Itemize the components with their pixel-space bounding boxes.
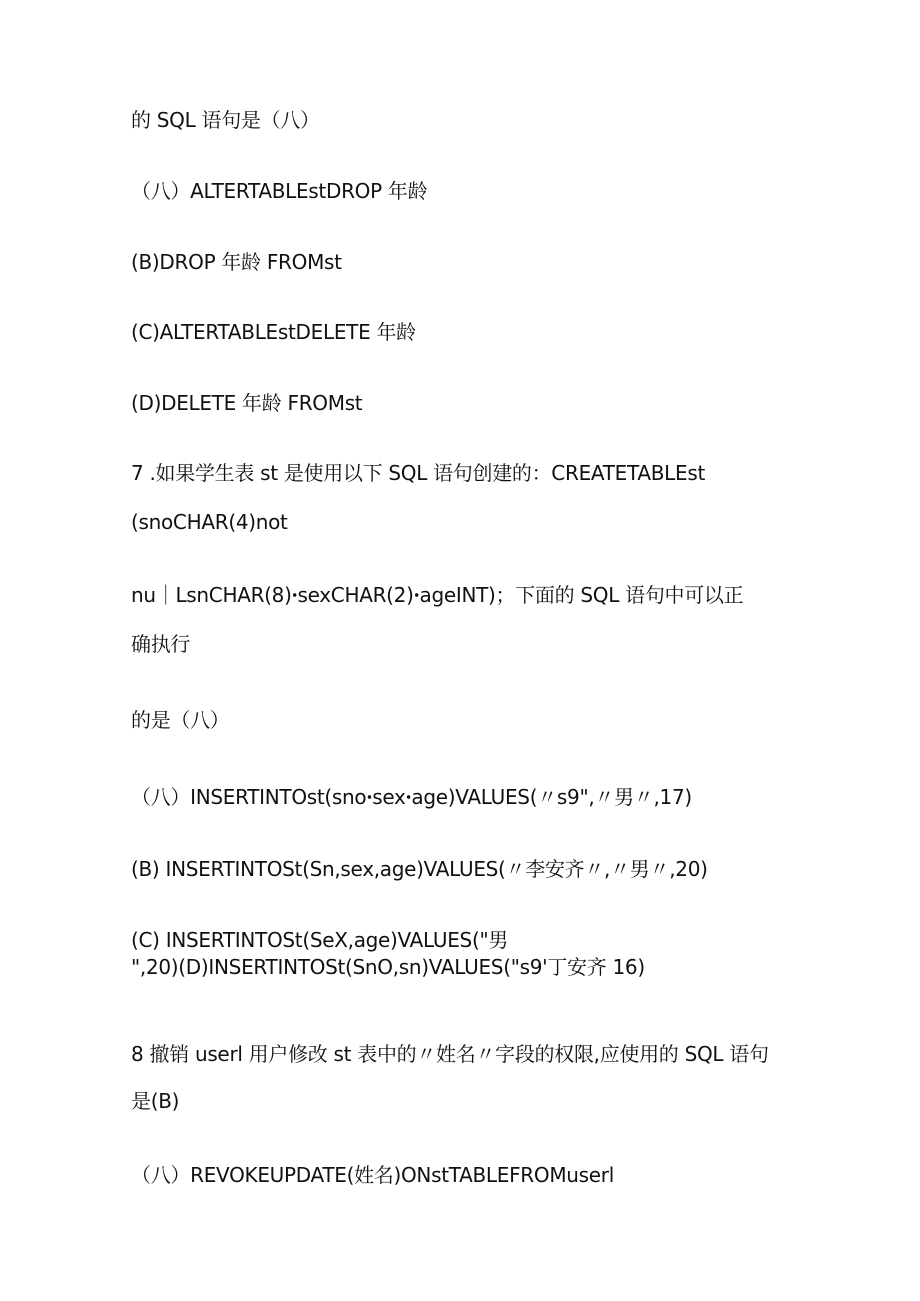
question-6-option-d: (D)DELETE 年龄 FROMst <box>131 391 363 415</box>
question-8-stem-line-2: 是(B) <box>131 1089 180 1113</box>
question-6-option-c: (C)ALTERTABLEstDELETE 年龄 <box>131 320 416 344</box>
question-7-option-a: （八）INSERTINTOst(snoꞏsexꞏage)VALUES(〃s9",〃男〃,17) <box>131 785 692 809</box>
question-8-option-a: （八）REVOKEUPDATE(姓名)ONstTABLEFROMuserl <box>131 1163 614 1187</box>
question-6-option-a: （八）ALTERTABLEstDROP 年龄 <box>131 179 428 203</box>
question-6-stem-tail: 的 SQL 语句是（八） <box>131 108 320 132</box>
question-6-option-b: (B)DROP 年龄 FROMst <box>131 250 342 274</box>
question-7-stem-line-5: 的是（八） <box>131 708 230 732</box>
question-7-stem: 7 .如果学生表 st 是使用以下 SQL 语句创建的：CREATETABLEst <box>131 461 705 485</box>
question-7-option-c-d: ",20)(D)INSERTINTOSt(SnO,sn)VALUES("s9'丁安齐 16) <box>131 955 645 979</box>
question-7-option-b: (B) INSERTINTOSt(Sn,sex,age)VALUES(〃李安齐〃,〃男〃,20) <box>131 857 708 881</box>
question-7-stem-line-3: nu｜LsnCHAR(8)ꞏsexCHAR(2)ꞏageINT)；下面的 SQL 语句中可以正 <box>131 583 744 607</box>
question-8-stem: 8 撤销 userl 用户修改 st 表中的〃姓名〃字段的权限,应使用的 SQL 语句 <box>131 1042 769 1066</box>
question-7-stem-line-4: 确执行 <box>131 632 191 656</box>
question-7-stem-line-2: (snoCHAR(4)not <box>131 510 288 534</box>
question-7-option-c: (C) INSERTINTOSt(SeX,age)VALUES("男 <box>131 928 509 952</box>
